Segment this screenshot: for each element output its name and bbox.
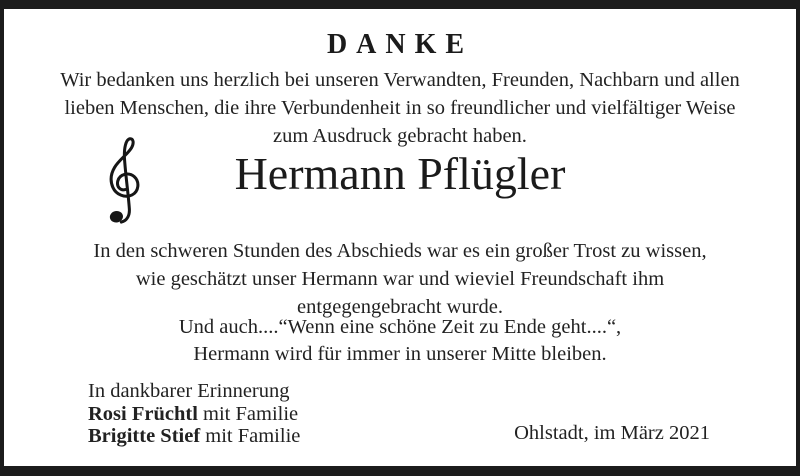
intro-line: lieben Menschen, die ihre Verbundenheit in so freundlicher und vielfältiger Weise [64,97,736,119]
deceased-name: Hermann Pflügler [234,148,566,199]
signature-heading: In dankbarer Erinnerung [88,380,290,402]
mourner-suffix: mit Familie [200,425,301,447]
condolence-paragraph [4,237,796,321]
condolence-line: entgegengebracht wurde. [296,296,504,318]
signature-entry [88,403,300,426]
signature-entry [88,425,300,448]
condolence-line: wie geschätzt unser Hermann war und wieviel Freundschaft ihm [135,268,665,290]
intro-line: zum Ausdruck gebracht haben. [273,125,527,147]
mourner-name: Rosi Früchtl [88,402,198,425]
mourner-name: Brigitte Stief [88,425,201,447]
card-title: DANKE [326,29,474,60]
quote-paragraph [4,314,796,368]
place-and-date: Ohlstadt, im März 2021 [514,422,710,444]
signature-block [88,380,300,448]
condolence-line: In den schweren Stunden des Abschieds war es ein großer Trost zu wissen, [93,240,707,262]
quote-line: Und auch....“Wenn eine schöne Zeit zu Ende geht....“, [178,316,622,338]
mourner-suffix: mit Familie [197,402,299,425]
intro-line: Wir bedanken uns herzlich bei unseren Verwandten, Freunden, Nachbarn und allen [60,69,740,91]
quote-line: Hermann wird für immer in unserer Mitte bleiben. [193,343,607,365]
